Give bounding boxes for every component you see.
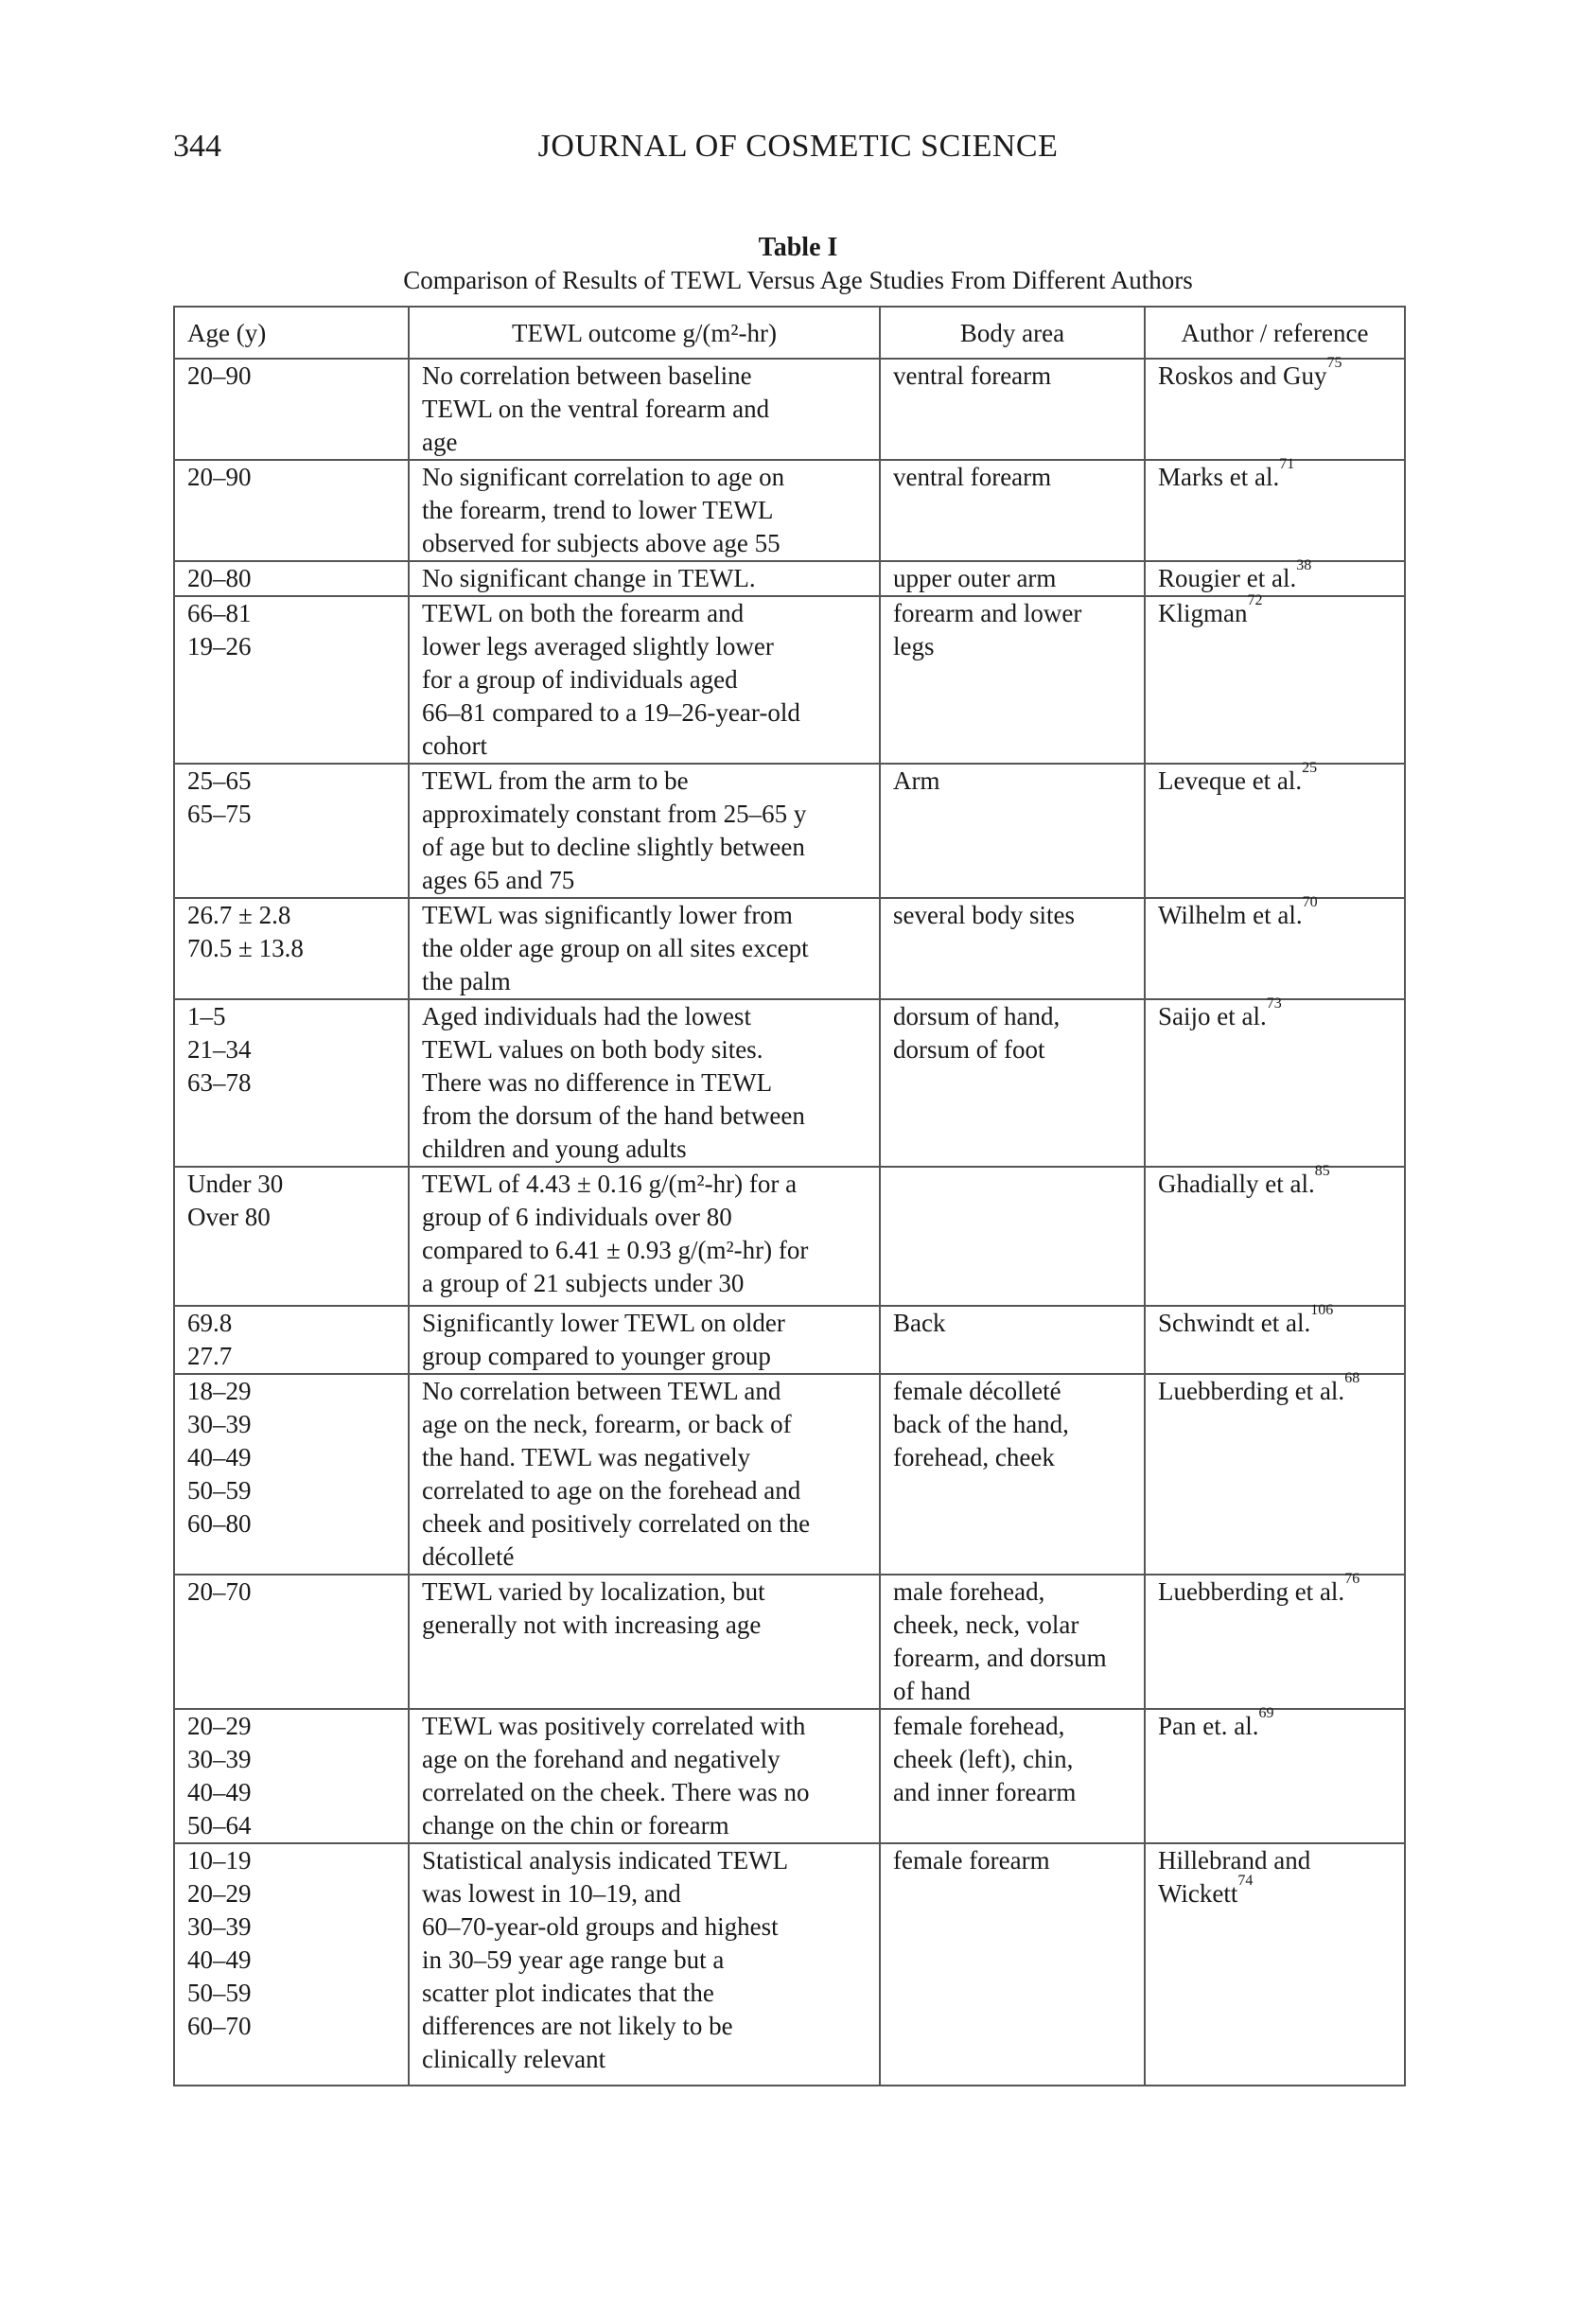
table-row bbox=[174, 999, 1405, 1167]
age-cell: 26.7 ± 2.8 70.5 ± 13.8 bbox=[174, 898, 409, 999]
author-cell bbox=[1145, 1571, 1405, 1709]
author-name: Luebberding et al. bbox=[1158, 1377, 1345, 1405]
outcome-cell: TEWL from the arm to be approximately constant from 25–65 y of age but to decline slightly between ages 65 and 75 bbox=[409, 764, 880, 898]
body-area-cell: male forehead, cheek, neck, volar forearm, and dorsum of hand bbox=[880, 1575, 1145, 1709]
column-header-outcome: TEWL outcome g/(m²-hr) bbox=[409, 307, 880, 359]
author-cell bbox=[1145, 456, 1405, 561]
author-name: Rougier et al. bbox=[1158, 564, 1297, 592]
body-area-cell: several body sites bbox=[880, 898, 1145, 999]
author-name: Marks et al. bbox=[1158, 463, 1280, 491]
outcome-cell: Aged individuals had the lowest TEWL values on both body sites. There was no difference in TEWL from the dorsum of the hand between children and young adults bbox=[409, 999, 880, 1167]
table-row bbox=[174, 596, 1405, 764]
author-name: Wilhelm et al. bbox=[1158, 901, 1303, 929]
outcome-cell: Statistical analysis indicated TEWL was lowest in 10–19, and 60–70-year-old groups and highest in 30–59 year age range but a scatter plot indicates that the differences are not likely to be clinically relevant bbox=[409, 1843, 880, 2086]
author-cell bbox=[1145, 894, 1405, 999]
age-cell: 69.8 27.7 bbox=[174, 1306, 409, 1374]
age-cell: Under 30 Over 80 bbox=[174, 1167, 409, 1306]
body-area-cell: ventral forearm bbox=[880, 460, 1145, 561]
author-cell bbox=[1145, 1843, 1405, 2086]
reference-number: 68 bbox=[1344, 1370, 1360, 1386]
body-area-cell: Back bbox=[880, 1306, 1145, 1374]
author-cell bbox=[1145, 592, 1405, 764]
body-area-cell: forearm and lower legs bbox=[880, 596, 1145, 764]
reference-number: 74 bbox=[1237, 1873, 1254, 1889]
body-area-cell: female forearm bbox=[880, 1843, 1145, 2086]
outcome-cell: TEWL on both the forearm and lower legs averaged slightly lower for a group of individuals aged 66–81 compared to a 19–26-year-old cohort bbox=[409, 596, 880, 764]
body-area-cell: dorsum of hand, dorsum of foot bbox=[880, 999, 1145, 1167]
outcome-cell: No significant change in TEWL. bbox=[409, 561, 880, 596]
table-row bbox=[174, 1843, 1405, 2086]
age-cell: 20–80 bbox=[174, 561, 409, 596]
outcome-cell: TEWL was significantly lower from the older age group on all sites except the palm bbox=[409, 898, 880, 999]
reference-number: 25 bbox=[1302, 760, 1318, 776]
table-header-row bbox=[174, 307, 1405, 359]
author-cell bbox=[1145, 1370, 1405, 1575]
results-table bbox=[173, 306, 1406, 2086]
author-name: Pan et. al. bbox=[1158, 1712, 1259, 1740]
reference-number: 85 bbox=[1314, 1163, 1330, 1179]
reference-number: 72 bbox=[1247, 592, 1263, 608]
table-row bbox=[174, 764, 1405, 898]
reference-number: 73 bbox=[1266, 995, 1282, 1012]
table-row bbox=[174, 359, 1405, 460]
reference-number: 76 bbox=[1344, 1571, 1360, 1587]
table-row bbox=[174, 1374, 1405, 1575]
body-area-cell: Arm bbox=[880, 764, 1145, 898]
author-name: Leveque et al. bbox=[1158, 766, 1303, 795]
reference-number: 71 bbox=[1279, 456, 1295, 472]
column-header-age: Age (y) bbox=[174, 307, 409, 359]
age-cell: 20–90 bbox=[174, 460, 409, 561]
age-cell: 20–90 bbox=[174, 359, 409, 460]
age-cell: 25–65 65–75 bbox=[174, 764, 409, 898]
author-name: Luebberding et al. bbox=[1158, 1577, 1345, 1606]
table-row bbox=[174, 1167, 1405, 1306]
reference-number: 38 bbox=[1296, 557, 1312, 573]
age-cell: 10–19 20–29 30–39 40–49 50–59 60–70 bbox=[174, 1843, 409, 2086]
reference-number: 69 bbox=[1258, 1705, 1274, 1721]
author-name: Roskos and Guy bbox=[1158, 361, 1327, 390]
table-row bbox=[174, 1306, 1405, 1374]
body-area-cell: ventral forearm bbox=[880, 359, 1145, 460]
table-row bbox=[174, 561, 1405, 596]
author-name: Kligman bbox=[1158, 599, 1248, 627]
body-area-cell: female décolleté back of the hand, forehead, cheek bbox=[880, 1374, 1145, 1575]
author-cell bbox=[1145, 1163, 1405, 1306]
author-cell bbox=[1145, 1302, 1405, 1374]
author-name: Ghadially et al. bbox=[1158, 1170, 1315, 1198]
body-area-cell: upper outer arm bbox=[880, 561, 1145, 596]
outcome-cell: TEWL varied by localization, but generally not with increasing age bbox=[409, 1575, 880, 1709]
table-row bbox=[174, 460, 1405, 561]
table-title: Table I bbox=[758, 233, 838, 262]
author-name: Hillebrand and Wickett bbox=[1158, 1846, 1311, 1908]
author-cell bbox=[1145, 1705, 1405, 1843]
reference-number: 75 bbox=[1326, 355, 1342, 371]
author-name: Schwindt et al. bbox=[1158, 1309, 1311, 1337]
author-cell bbox=[1145, 760, 1405, 898]
journal-title: JOURNAL OF COSMETIC SCIENCE bbox=[537, 129, 1059, 164]
column-header-body-area: Body area bbox=[880, 307, 1145, 359]
age-cell: 20–29 30–39 40–49 50–64 bbox=[174, 1709, 409, 1843]
page-number: 344 bbox=[173, 129, 221, 164]
column-header-author: Author / reference bbox=[1145, 307, 1405, 359]
age-cell: 1–5 21–34 63–78 bbox=[174, 999, 409, 1167]
reference-number: 106 bbox=[1310, 1302, 1334, 1318]
author-cell bbox=[1145, 995, 1405, 1167]
table-row bbox=[174, 898, 1405, 999]
author-cell bbox=[1145, 355, 1405, 460]
author-cell bbox=[1145, 557, 1405, 596]
age-cell: 20–70 bbox=[174, 1575, 409, 1709]
table-caption: Comparison of Results of TEWL Versus Age Studies From Different Authors bbox=[403, 266, 1193, 294]
outcome-cell: Significantly lower TEWL on older group compared to younger group bbox=[409, 1306, 880, 1374]
age-cell: 66–81 19–26 bbox=[174, 596, 409, 764]
outcome-cell: No significant correlation to age on the forearm, trend to lower TEWL observed for subjects above age 55 bbox=[409, 460, 880, 561]
outcome-cell: TEWL of 4.43 ± 0.16 g/(m²-hr) for a group of 6 individuals over 80 compared to 6.41 ± 0.93 g/(m²-hr) for a group of 21 subjects under 30 bbox=[409, 1167, 880, 1306]
outcome-cell: No correlation between baseline TEWL on the ventral forearm and age bbox=[409, 359, 880, 460]
age-cell: 18–29 30–39 40–49 50–59 60–80 bbox=[174, 1374, 409, 1575]
outcome-cell: No correlation between TEWL and age on the neck, forearm, or back of the hand. TEWL was negatively correlated to age on the forehead and cheek and positively correlated on the décolleté bbox=[409, 1374, 880, 1575]
body-area-cell bbox=[880, 1167, 1145, 1306]
table-row bbox=[174, 1575, 1405, 1709]
reference-number: 70 bbox=[1302, 894, 1318, 910]
outcome-cell: TEWL was positively correlated with age on the forehand and negatively correlated on the cheek. There was no change on the chin or forearm bbox=[409, 1709, 880, 1843]
body-area-cell: female forehead, cheek (left), chin, and inner forearm bbox=[880, 1709, 1145, 1843]
table-row bbox=[174, 1709, 1405, 1843]
author-name: Saijo et al. bbox=[1158, 1002, 1267, 1030]
